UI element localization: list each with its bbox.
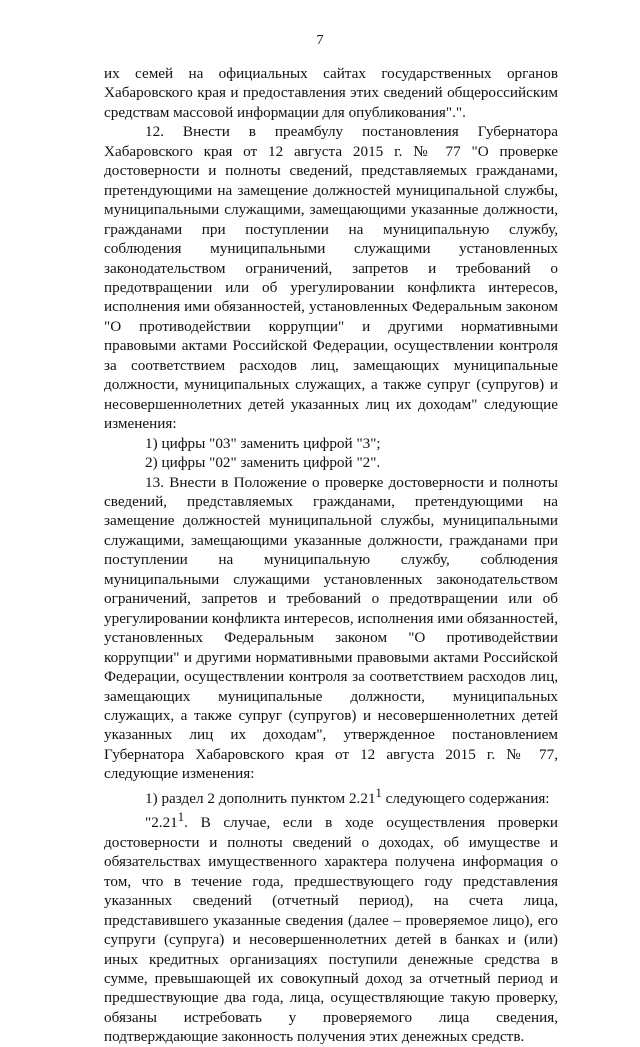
paragraph-subitem-2: 2) цифры "02" заменить цифрой "2". [145,454,381,472]
page-number: 7 [316,33,324,48]
superscript-one: 1 [375,785,382,800]
paragraph-subitem-1: 1) цифры "03" заменить цифрой "3"; [145,434,381,452]
subitem-text-start: 1) раздел 2 дополнить пунктом 2.21 [145,789,376,807]
paragraph-continuation: их семей на официальных сайтах государственных органов Хабаровского края и предоставления этих сведений общероссийским средствам массовой информации для опубликования".". [104,65,558,121]
superscript-one: 1 [177,810,185,825]
subitem-text-end: следующего содержания: [381,789,550,807]
paragraph-subitem-13-1 [104,784,558,809]
paragraph-item-12: 12. Внести в преамбулу постановления Губернатора Хабаровского края от 12 августа 2015 г. № 77 "О проверке достоверности и полноты сведений, представляемых гражданами, претендующими на замещение должностей муниципальной службы, муниципальными служащими, замещающими указанные должности, гражданами при поступлении на муниципальную службу, соблюдения муниципальными служащими установленных законодательством ограничений, запретов и требований о предотвращении или об урегулировании конфликта интересов, исполнения ими обязанностей, установленных Федеральным законом "О противодействии коррупции" и другими нормативными правовыми актами Российской Федерации, осуществлении контроля за соответствием расходов лиц, замещающих муниципальные должности, муниципальных служащих, а также супруг (супругов) и несовершеннолетних детей указанных лиц их доходам" следующие изменения: [104,123,558,433]
point-text: . В случае, если в ходе осуществления проверки достоверности и полноты сведений о доходах, об имуществе и обязательствах имущественного характера получена информация о том, что в течение года, предшествующего году представления указанных сведений (отчетный период), на счета лица, представившего указанные сведения (далее – проверяемое лицо), его супруги (супруга) и несовершеннолетних детей в банках и (или) иных кредитных организациях поступили денежные средства в сумме, превышающей их совокупный доход за отчетный период и предшествующие два года, лица, осуществляющие такую проверку, обязаны истребовать у проверяемого лица сведения, подтверждающие законность получения этих денежных средств. [104,814,558,1046]
document-body [104,64,558,1047]
paragraph-point-2-21 [104,808,558,1047]
point-number-start: "2.21 [145,814,178,832]
paragraph-item-13: 13. Внести в Положение о проверке достоверности и полноты сведений, представляемых гражданами, претендующими на замещение должностей муниципальной службы, муниципальными служащими, замещающими указанные должности, гражданами при поступлении на муниципальную службу, соблюдения муниципальными служащими установленных законодательством ограничений, запретов и требований о предотвращении или об урегулировании конфликта интересов, исполнения ими обязанностей, установленных Федеральным законом "О противодействии коррупции" и другими нормативными правовыми актами Российской Федерации, осуществлении контроля за соответствием расходов лиц, замещающих муниципальные должности, муниципальных служащих, а также супруг (супругов) и несовершеннолетних детей указанных лиц их доходам", утвержденное постановлением Губернатора Хабаровского края от 12 августа 2015 г. № 77, следующие изменения: [104,473,558,783]
